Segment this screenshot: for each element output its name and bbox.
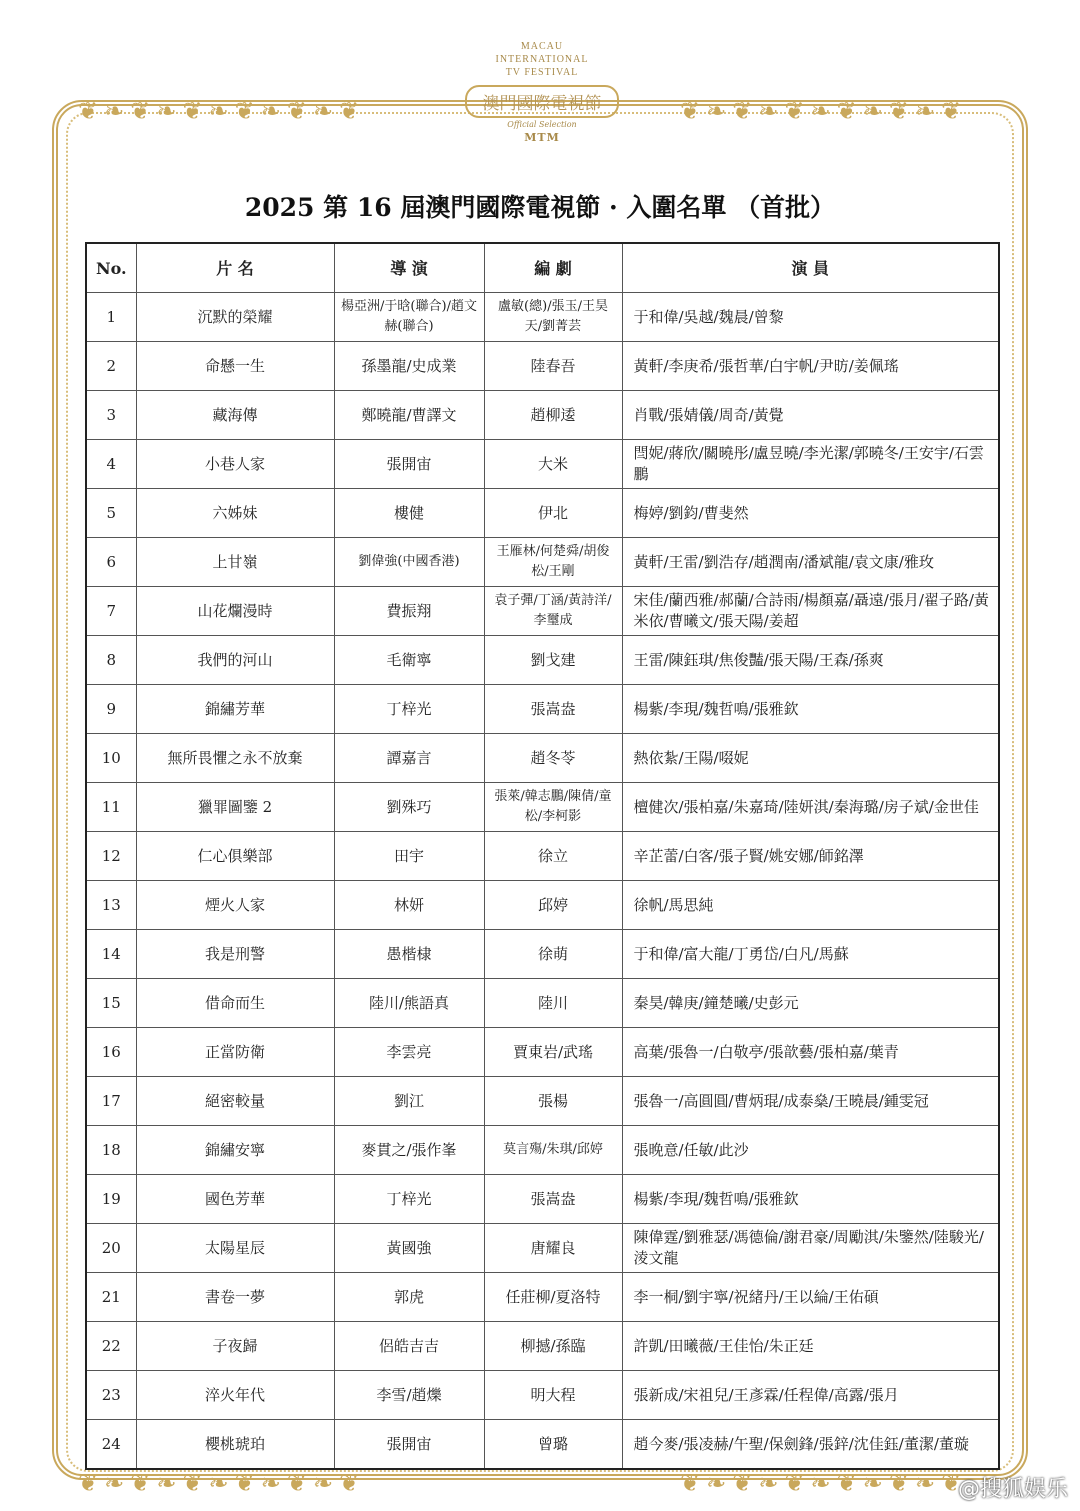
cell-writer: 唐耀良 bbox=[484, 1224, 622, 1273]
cell-cast: 秦昊/韓庚/鐘楚曦/史彭元 bbox=[622, 979, 999, 1028]
cell-cast: 熱依紮/王陽/啜妮 bbox=[622, 734, 999, 783]
cell-no: 5 bbox=[86, 489, 136, 538]
table-row bbox=[86, 489, 999, 538]
cell-cast: 許凱/田曦薇/王佳怡/朱正廷 bbox=[622, 1322, 999, 1371]
cell-title: 借命而生 bbox=[136, 979, 334, 1028]
cell-writer: 袁子彈/丁涵/黃詩洋/李璽成 bbox=[484, 587, 622, 636]
cell-cast: 黃軒/李庚希/張哲華/白宇帆/尹昉/姜佩瑤 bbox=[622, 342, 999, 391]
cell-cast: 辛芷蕾/白客/張子賢/姚安娜/師銘澤 bbox=[622, 832, 999, 881]
cell-cast: 梅婷/劉鈞/曹斐然 bbox=[622, 489, 999, 538]
cell-title: 小巷人家 bbox=[136, 440, 334, 489]
cell-title: 太陽星辰 bbox=[136, 1224, 334, 1273]
cell-director: 丁梓光 bbox=[334, 685, 484, 734]
cell-title: 國色芳華 bbox=[136, 1175, 334, 1224]
cell-title: 命懸一生 bbox=[136, 342, 334, 391]
cell-writer: 張楊 bbox=[484, 1077, 622, 1126]
cell-no: 13 bbox=[86, 881, 136, 930]
cell-writer: 張嵩盎 bbox=[484, 1175, 622, 1224]
cell-writer: 王雁林/何楚舜/胡俊松/王剛 bbox=[484, 538, 622, 587]
nominee-table bbox=[85, 242, 1000, 1470]
cell-writer: 趙冬苓 bbox=[484, 734, 622, 783]
cell-title: 獵罪圖鑒 2 bbox=[136, 783, 334, 832]
cell-cast: 楊紫/李現/魏哲鳴/張雅欽 bbox=[622, 1175, 999, 1224]
cell-director: 劉江 bbox=[334, 1077, 484, 1126]
cell-cast: 于和偉/富大龍/丁勇岱/白凡/馬蘇 bbox=[622, 930, 999, 979]
logo-selection: Official Selection bbox=[507, 120, 577, 129]
cell-no: 10 bbox=[86, 734, 136, 783]
cell-cast: 張晚意/任敏/此沙 bbox=[622, 1126, 999, 1175]
cell-director: 李雲亮 bbox=[334, 1028, 484, 1077]
cell-title: 櫻桃琥珀 bbox=[136, 1420, 334, 1470]
ornament-bottom-right: ❦❧❦❧❦❧❦❧❦❧❦ bbox=[680, 1470, 968, 1496]
cell-director: 譚嘉言 bbox=[334, 734, 484, 783]
table-row bbox=[86, 293, 999, 342]
cell-writer: 明大程 bbox=[484, 1371, 622, 1420]
cell-title: 六姊妹 bbox=[136, 489, 334, 538]
cell-writer: 陸春吾 bbox=[484, 342, 622, 391]
cell-director: 愚楷棣 bbox=[334, 930, 484, 979]
cell-writer: 盧敏(總)/張玉/王昊天/劉菁芸 bbox=[484, 293, 622, 342]
logo-text: TV FESTIVAL bbox=[505, 67, 579, 78]
cell-no: 18 bbox=[86, 1126, 136, 1175]
header-cast: 演 員 bbox=[622, 243, 999, 293]
watermark: @搜狐娱乐 bbox=[957, 1477, 1068, 1502]
table-row bbox=[86, 1371, 999, 1420]
cell-title: 我是刑警 bbox=[136, 930, 334, 979]
cell-no: 8 bbox=[86, 636, 136, 685]
cell-title: 絕密較量 bbox=[136, 1077, 334, 1126]
table-row bbox=[86, 1420, 999, 1470]
cell-no: 12 bbox=[86, 832, 136, 881]
cell-cast: 肖戰/張婧儀/周奇/黃覺 bbox=[622, 391, 999, 440]
cell-no: 14 bbox=[86, 930, 136, 979]
cell-director: 劉偉強(中國香港) bbox=[334, 538, 484, 587]
ornament-top-left: ❦❧❦❧❦❧❦❧❦❧❦ bbox=[78, 98, 366, 124]
festival-logo bbox=[432, 40, 652, 160]
table-row bbox=[86, 734, 999, 783]
header-director: 導 演 bbox=[334, 243, 484, 293]
cell-cast: 徐帆/馬思純 bbox=[622, 881, 999, 930]
cell-director: 侶皓吉吉 bbox=[334, 1322, 484, 1371]
header-writer: 編 劇 bbox=[484, 243, 622, 293]
cell-director: 張開宙 bbox=[334, 1420, 484, 1470]
ornament-bottom-left: ❦❧❦❧❦❧❦❧❦❧❦ bbox=[78, 1470, 366, 1496]
cell-writer: 伊北 bbox=[484, 489, 622, 538]
cell-title: 藏海傳 bbox=[136, 391, 334, 440]
cell-no: 7 bbox=[86, 587, 136, 636]
cell-director: 麥貫之/張作峯 bbox=[334, 1126, 484, 1175]
cell-director: 田宇 bbox=[334, 832, 484, 881]
cell-director: 郭虎 bbox=[334, 1273, 484, 1322]
cell-director: 樓健 bbox=[334, 489, 484, 538]
cell-writer: 邱婷 bbox=[484, 881, 622, 930]
cell-cast: 張魯一/高圓圓/曹炳琨/成泰燊/王曉晨/鍾雯冠 bbox=[622, 1077, 999, 1126]
cell-writer: 趙柳逶 bbox=[484, 391, 622, 440]
table-row bbox=[86, 1077, 999, 1126]
table-row bbox=[86, 587, 999, 636]
table-row bbox=[86, 685, 999, 734]
cell-director: 鄭曉龍/曹譯文 bbox=[334, 391, 484, 440]
cell-writer: 曾璐 bbox=[484, 1420, 622, 1470]
cell-director: 黃國強 bbox=[334, 1224, 484, 1273]
cell-cast: 楊紫/李現/魏哲鳴/張雅欽 bbox=[622, 685, 999, 734]
cell-director: 楊亞洲/于晗(聯合)/趙文赫(聯合) bbox=[334, 293, 484, 342]
cell-title: 煙火人家 bbox=[136, 881, 334, 930]
logo-chinese-name: 澳門國際電視節 bbox=[465, 85, 619, 118]
table-row bbox=[86, 440, 999, 489]
cell-title: 書卷一夢 bbox=[136, 1273, 334, 1322]
cell-cast: 閆妮/蔣欣/關曉彤/盧昱曉/李光潔/郭曉冬/王安宇/石雲鵬 bbox=[622, 440, 999, 489]
cell-cast: 陳偉霆/劉雅瑟/馮德倫/謝君豪/周勵淇/朱鑒然/陸駿光/淩文龍 bbox=[622, 1224, 999, 1273]
cell-cast: 張新成/宋祖兒/王彥霖/任程偉/高露/張月 bbox=[622, 1371, 999, 1420]
cell-cast: 李一桐/劉宇寧/祝緒丹/王以綸/王佑碩 bbox=[622, 1273, 999, 1322]
table-row bbox=[86, 930, 999, 979]
cell-no: 4 bbox=[86, 440, 136, 489]
logo-mtm: MTM bbox=[524, 131, 560, 144]
table-row bbox=[86, 1224, 999, 1273]
cell-no: 11 bbox=[86, 783, 136, 832]
table-row bbox=[86, 1273, 999, 1322]
cell-director: 孫墨龍/史成業 bbox=[334, 342, 484, 391]
table-row bbox=[86, 1322, 999, 1371]
cell-cast: 高葉/張魯一/白敬亭/張歆藝/張柏嘉/葉青 bbox=[622, 1028, 999, 1077]
cell-no: 3 bbox=[86, 391, 136, 440]
logo-text: MACAU bbox=[520, 41, 564, 52]
cell-title: 山花爛漫時 bbox=[136, 587, 334, 636]
cell-no: 16 bbox=[86, 1028, 136, 1077]
cell-no: 21 bbox=[86, 1273, 136, 1322]
cell-writer: 陸川 bbox=[484, 979, 622, 1028]
cell-title: 無所畏懼之永不放棄 bbox=[136, 734, 334, 783]
cell-title: 子夜歸 bbox=[136, 1322, 334, 1371]
cell-director: 丁梓光 bbox=[334, 1175, 484, 1224]
table-header bbox=[86, 243, 999, 293]
cell-director: 劉殊巧 bbox=[334, 783, 484, 832]
cell-title: 上甘嶺 bbox=[136, 538, 334, 587]
logo-text: INTERNATIONAL bbox=[495, 54, 589, 65]
table-row bbox=[86, 1028, 999, 1077]
ornament-top-right: ❦❧❦❧❦❧❦❧❦❧❦ bbox=[680, 98, 968, 124]
cell-no: 20 bbox=[86, 1224, 136, 1273]
table-row bbox=[86, 1126, 999, 1175]
cell-no: 17 bbox=[86, 1077, 136, 1126]
cell-writer: 劉戈建 bbox=[484, 636, 622, 685]
cell-cast: 趙今麥/張凌赫/午聖/保劍鋒/張鋅/沈佳鈺/董潔/董璇 bbox=[622, 1420, 999, 1470]
cell-director: 李雪/趙爍 bbox=[334, 1371, 484, 1420]
cell-writer: 徐立 bbox=[484, 832, 622, 881]
table-row bbox=[86, 636, 999, 685]
cell-writer: 張嵩盎 bbox=[484, 685, 622, 734]
cell-writer: 張萊/韓志鵬/陳倩/童松/李柯影 bbox=[484, 783, 622, 832]
cell-title: 仁心俱樂部 bbox=[136, 832, 334, 881]
cell-cast: 宋佳/蘭西雅/郝蘭/合詩雨/楊顏嘉/聶遠/張月/翟子路/黃米依/曹曦文/張天陽/姜超 bbox=[622, 587, 999, 636]
cell-writer: 莫言殤/朱琪/邱婷 bbox=[484, 1126, 622, 1175]
cell-director: 費振翔 bbox=[334, 587, 484, 636]
cell-no: 19 bbox=[86, 1175, 136, 1224]
cell-title: 沉默的榮耀 bbox=[136, 293, 334, 342]
table-row bbox=[86, 832, 999, 881]
cell-no: 23 bbox=[86, 1371, 136, 1420]
cell-director: 林妍 bbox=[334, 881, 484, 930]
cell-no: 24 bbox=[86, 1420, 136, 1470]
header-no: No. bbox=[86, 243, 136, 293]
cell-title: 錦繡安寧 bbox=[136, 1126, 334, 1175]
cell-no: 9 bbox=[86, 685, 136, 734]
cell-title: 我們的河山 bbox=[136, 636, 334, 685]
cell-no: 1 bbox=[86, 293, 136, 342]
cell-cast: 黃軒/王雷/劉浩存/趙潤南/潘斌龍/袁文康/雅玫 bbox=[622, 538, 999, 587]
table-row bbox=[86, 783, 999, 832]
cell-writer: 大米 bbox=[484, 440, 622, 489]
cell-writer: 柳撼/孫臨 bbox=[484, 1322, 622, 1371]
cell-writer: 徐萌 bbox=[484, 930, 622, 979]
table-row bbox=[86, 1175, 999, 1224]
cell-no: 2 bbox=[86, 342, 136, 391]
cell-title: 錦繡芳華 bbox=[136, 685, 334, 734]
cell-cast: 檀健次/張柏嘉/朱嘉琦/陸妍淇/秦海璐/房子斌/金世佳 bbox=[622, 783, 999, 832]
table-row bbox=[86, 979, 999, 1028]
cell-title: 正當防衛 bbox=[136, 1028, 334, 1077]
table-row bbox=[86, 881, 999, 930]
table-row bbox=[86, 342, 999, 391]
cell-director: 張開宙 bbox=[334, 440, 484, 489]
cell-no: 15 bbox=[86, 979, 136, 1028]
cell-cast: 王雷/陳鈺琪/焦俊豔/張天陽/王森/孫爽 bbox=[622, 636, 999, 685]
cell-director: 毛衛寧 bbox=[334, 636, 484, 685]
cell-no: 6 bbox=[86, 538, 136, 587]
cell-writer: 任莊柳/夏洛特 bbox=[484, 1273, 622, 1322]
header-title: 片 名 bbox=[136, 243, 334, 293]
table-row bbox=[86, 391, 999, 440]
table-row bbox=[86, 538, 999, 587]
page-title: 2025 第 16 屆澳門國際電視節 · 入圍名單 （首批） bbox=[244, 193, 836, 222]
cell-title: 淬火年代 bbox=[136, 1371, 334, 1420]
cell-writer: 賈東岩/武瑤 bbox=[484, 1028, 622, 1077]
cell-director: 陸川/熊語真 bbox=[334, 979, 484, 1028]
cell-cast: 于和偉/吳越/魏晨/曾黎 bbox=[622, 293, 999, 342]
cell-no: 22 bbox=[86, 1322, 136, 1371]
